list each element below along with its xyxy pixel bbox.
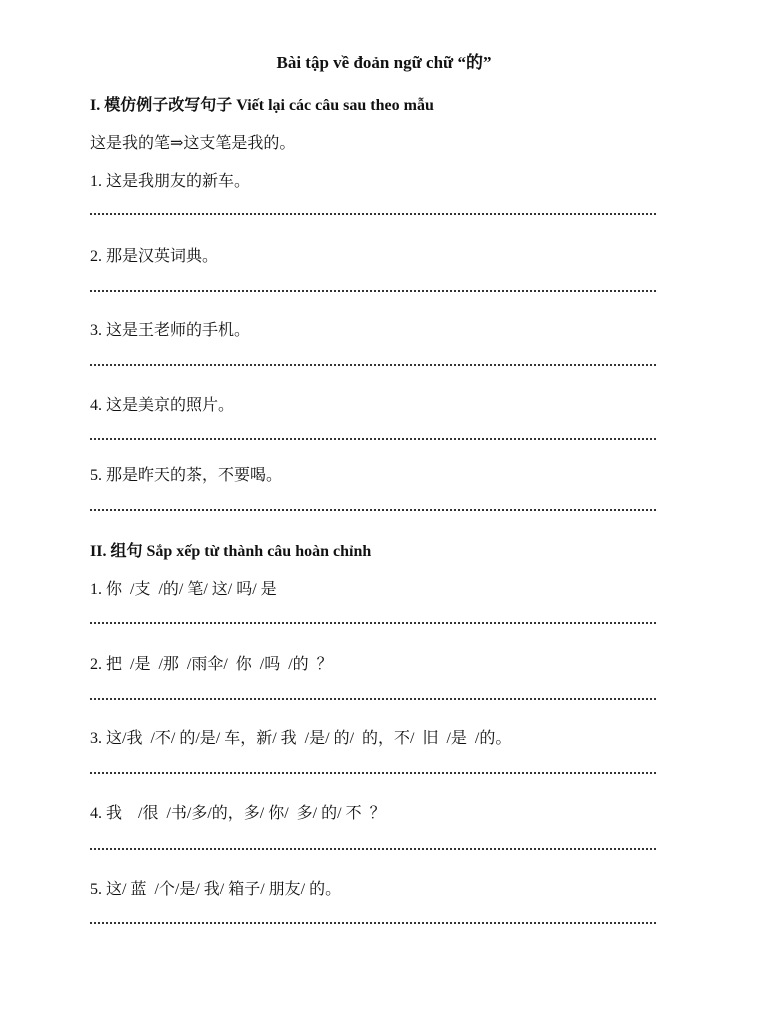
answer-line[interactable] (90, 438, 656, 440)
section2-item-4: 4. 我 /很 /书/多/的，多/ 你/ 多/ 的/ 不 ？ (90, 805, 386, 822)
worksheet-title: Bài tập về đoản ngữ chữ “的” (276, 53, 492, 72)
answer-line[interactable] (90, 922, 656, 924)
answer-line[interactable] (90, 213, 656, 215)
answer-line[interactable] (90, 848, 656, 850)
section1-item-2: 2. 那是汉英词典。 (90, 248, 219, 265)
answer-line[interactable] (90, 698, 656, 700)
answer-line[interactable] (90, 622, 656, 624)
section1-item-5: 5. 那是昨天的茶，不要喝。 (90, 467, 283, 484)
section1-item-3: 3. 这是王老师的手机。 (90, 322, 251, 339)
answer-line[interactable] (90, 772, 656, 774)
section2-item-2: 2. 把 /是 /那 /雨伞/ 你 /吗 /的 ？ (90, 656, 333, 673)
answer-line[interactable] (90, 509, 656, 511)
section1-item-1: 1. 这是我朋友的新车。 (90, 173, 251, 190)
section2-item-1: 1. 你 /支 /的/ 笔/ 这/ 吗/ 是 (90, 581, 277, 598)
section1-item-4: 4. 这是美京的照片。 (90, 397, 235, 414)
section2-heading: II. 组句 Sắp xếp từ thành câu hoàn chỉnh (90, 543, 372, 560)
section1-example: 这是我的笔⇒这支笔是我的。 (90, 135, 296, 152)
section2-item-5: 5. 这/ 蓝 /个/是/ 我/ 箱子/ 朋友/ 的。 (90, 881, 342, 898)
answer-line[interactable] (90, 364, 656, 366)
answer-line[interactable] (90, 290, 656, 292)
section1-heading: I. 模仿例子改写句子 Viết lại các câu sau theo mẫu (90, 97, 434, 114)
section2-item-3: 3. 这/我 /不/ 的/是/ 车，新/ 我 /是/ 的/ 的，不/ 旧 /是 /的。 (90, 730, 512, 747)
